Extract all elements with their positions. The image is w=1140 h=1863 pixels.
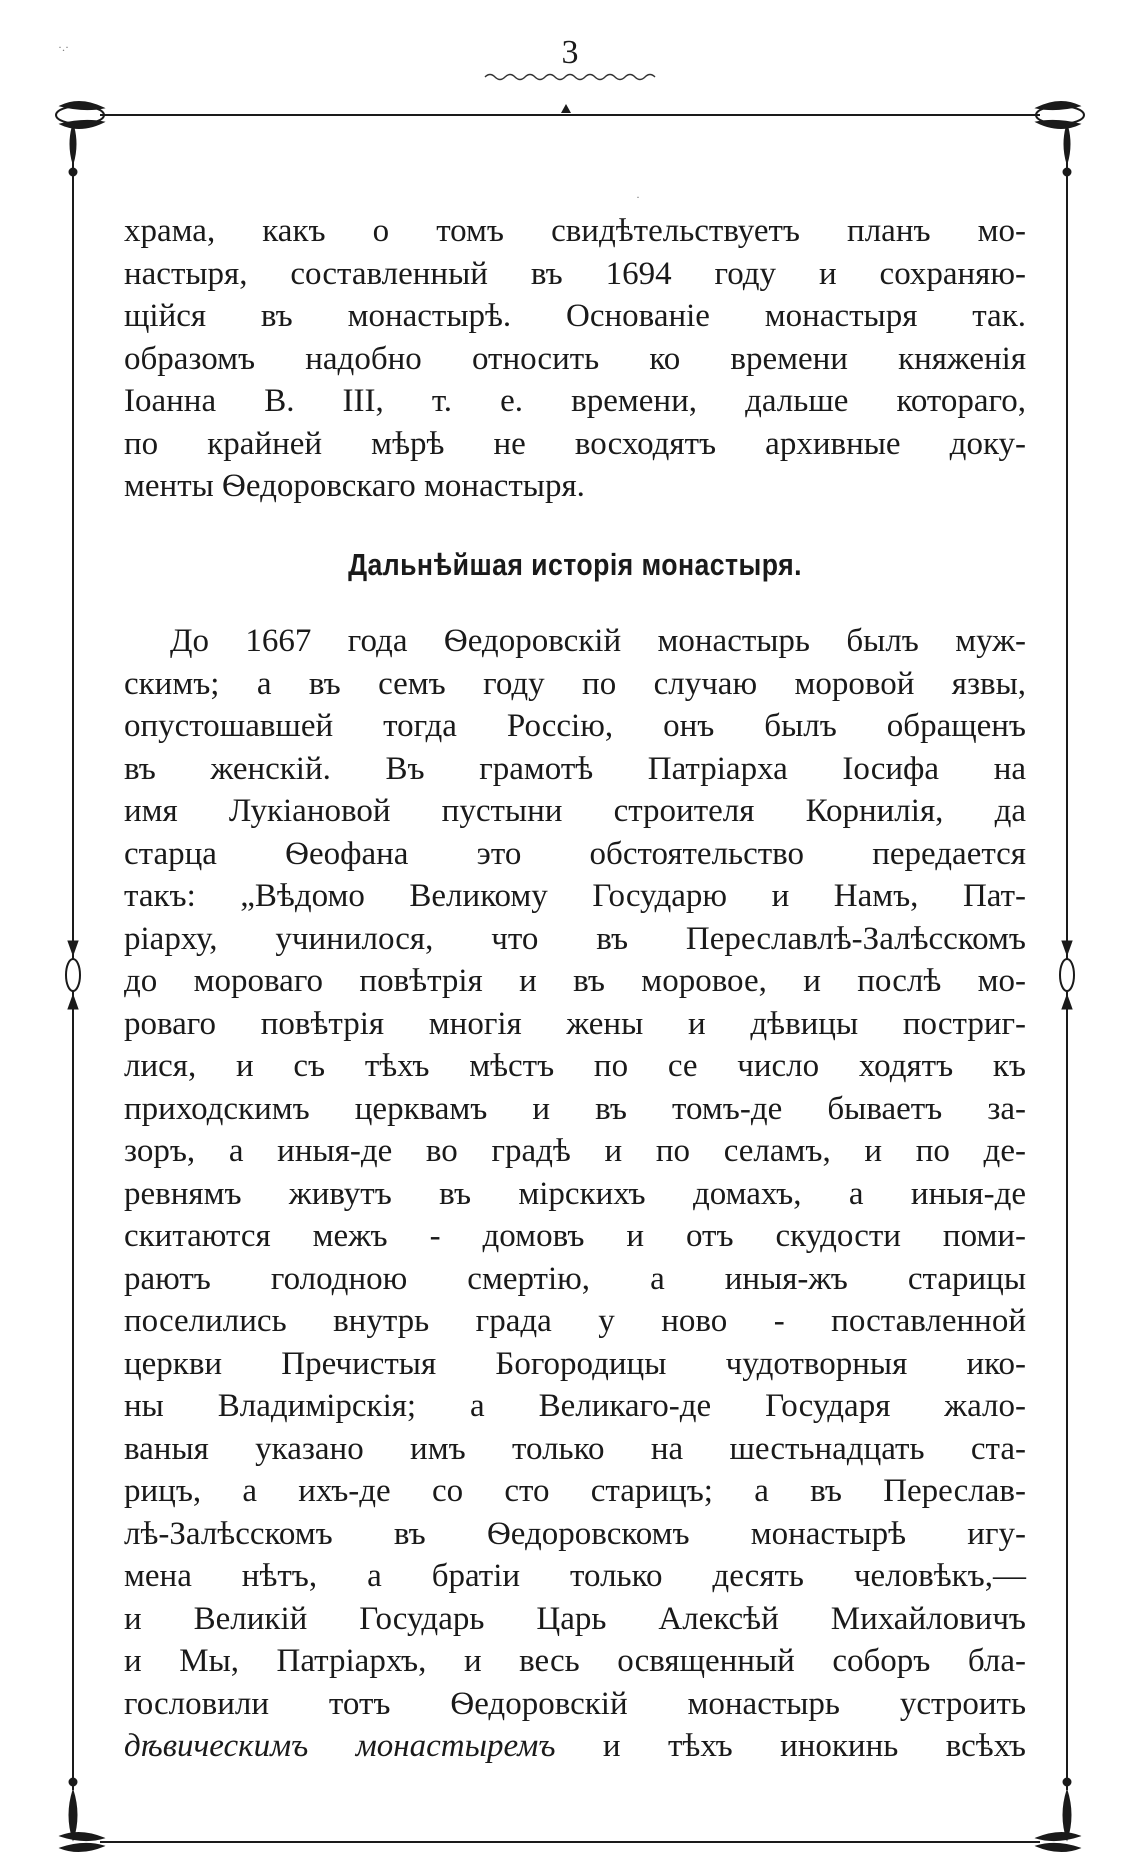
text-line: раютъ голодною смертію, а иныя-жъ старицы [124,1260,1026,1297]
page-number: 3 [561,34,579,71]
text-line: скимъ; а въ семъ году по случаю моровой язвы, [124,665,1026,702]
print-speck: · [636,190,640,204]
section-heading: Дальнѣйшая исторія монастыря. [348,546,802,582]
text-line: опустошавшей тогда Россію, онъ былъ обращенъ [124,708,1026,744]
text-line: менты Ѳедоровскаго монастыря. [124,468,585,504]
text-line: и Мы, Патріархъ, и весь освященный соборъ бла- [124,1643,1026,1679]
text-line: церкви Пречистыя Богородицы чудотворныя ико- [124,1345,1026,1382]
body-text [124,210,1026,1768]
italic-phrase: дѣвическимъ монастыремъ [124,1728,556,1764]
text-line-final [124,1725,1026,1768]
text-line: мена нѣтъ, а братіи только десять человѣкъ,— [124,1558,1026,1594]
corner-ornament-top-right [1036,101,1084,176]
text-line-rest: и тѣхъ инокинь всѣхъ [602,1728,1026,1764]
side-ornament-left [66,941,80,1009]
corner-ornament-top-left [56,101,104,176]
text-line: приходскимъ церквамъ и въ томъ-де бываетъ за- [124,1090,1026,1127]
text-line: лися, и съ тѣхъ мѣстъ по се число ходятъ къ [124,1048,1026,1084]
text-line: гословили тотъ Ѳедоровскій монастырь устроить [124,1685,1026,1722]
paragraph-2 [124,620,1026,1768]
text-line: роваго повѣтрія многія жены и дѣвицы постриг- [124,1005,1026,1042]
page-number-ornament [480,70,660,84]
text-line: по крайней мѣрѣ не восходятъ архивные доку- [124,425,1026,462]
text-line: имя Лукіановой пустыни строителя Корнилія, да [124,793,1026,829]
text-line: зоръ, а иныя-де во градѣ и по селамъ, и по де- [124,1133,1026,1169]
corner-ornament-bottom-right [1036,1778,1080,1852]
text-line: старца Ѳеофана это обстоятельство передается [124,835,1026,872]
text-line: образомъ надобно относить ко времени княженія [124,340,1026,377]
text-line: До 1667 года Ѳедоровскій монастырь былъ муж- [170,623,1026,659]
text-line: ревнямъ живутъ въ мірскихъ домахъ, а иныя-де [124,1175,1026,1212]
text-line: скитаются межъ - домовъ и отъ скудости поми- [124,1218,1026,1254]
text-line: настыря, составленный въ 1694 году и сохраняю- [124,255,1026,292]
text-line: ріарху, учинилося, что въ Переславлѣ-Залѣсскомъ [124,920,1026,957]
text-line: ваныя указано имъ только на шестьнадцать ста- [124,1430,1026,1467]
text-line: такъ: „Вѣдомо Великому Государю и Намъ, Пат- [124,878,1026,914]
text-line: въ женскій. Въ грамотѣ Патріарха Іосифа на [124,750,1026,787]
side-ornament-right [1060,941,1074,1009]
text-line: лѣ-Залѣсскомъ въ Ѳедоровскомъ монастырѣ игу- [124,1515,1026,1552]
print-speck: ·.· [58,40,69,54]
text-line: щійся въ монастырѣ. Основаніе монастыря так. [124,298,1026,334]
text-line: рицъ, а ихъ-де со сто старицъ; а въ Переслав- [124,1473,1026,1509]
text-line: и Великій Государь Царь Алексѣй Михайловичъ [124,1600,1026,1637]
text-line: до мороваго повѣтрія и въ моровое, и послѣ мо- [124,963,1026,999]
paragraph-1 [124,210,1026,508]
text-line: Іоанна В. III, т. е. времени, дальше котораго, [124,383,1026,419]
text-line: поселились внутрь града у ново - поставленной [124,1303,1026,1339]
text-line: ны Владимірскія; а Великаго-де Государя жало- [124,1388,1026,1424]
corner-ornament-bottom-left [60,1778,104,1852]
text-line: храма, какъ о томъ свидѣтельствуетъ планъ мо- [124,213,1026,249]
top-center-mark [561,104,571,113]
